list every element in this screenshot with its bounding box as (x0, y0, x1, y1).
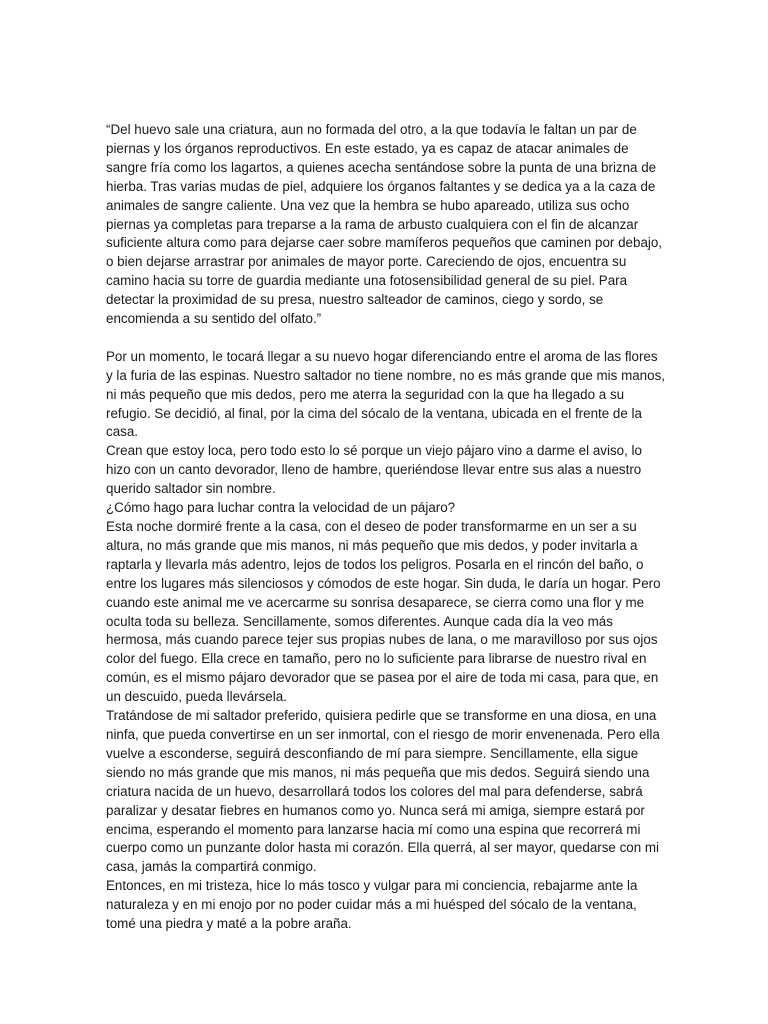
closing-paragraph: Entonces, en mi tristeza, hice lo más tosco y vulgar para mi conciencia, rebajarme ante la naturaleza y en mi enojo por no poder cuidar más a mi huésped del sócalo de la ventana, tomé una piedra y maté a la pobre araña. (106, 878, 638, 932)
document-body (106, 121, 666, 934)
paragraph: Por un momento, le tocará llegar a su nuevo hogar diferenciando entre el aroma de las flores y la furia de las espinas. Nuestro saltador no tiene nombre, no es más grande que mis manos, ni más pequeño que mis dedos, pero me aterra la seguridad con la que ha llegado a su refugio. Se decidió, al final, por la cima del sócalo de la ventana, ubicada en el frente de la casa. (106, 348, 665, 440)
question-paragraph: ¿Cómo hago para luchar contra la velocidad de un pájaro? (106, 500, 456, 516)
paragraph: Esta noche dormiré frente a la casa, con el deseo de poder transformarme en un ser a su altura, no más grande que mis manos, ni más pequeño que mis dedos, y poder invitarla a raptarla y llevarla más adentro, lejos de todos los peligros. Posarla en el rincón del baño, o entre los lugares más silenciosos y cómodos de este hogar. Sin duda, le daría un hogar. Pero cuando este animal me ve acercarme su sonrisa desaparece, se cierra como una flor y me oculta toda su belleza. Sencillamente, somos diferentes. Aunque cada día la veo más hermosa, más cuando parece tejer sus propias nubes de lana, o me maravilloso por sus ojos color del fuego. Ella crece en tamaño, pero no lo suficiente para librarse de nuestro rival en común, es el mismo pájaro devorador que se pasea por el aire de toda mi casa, para que, en un descuido, pueda llevársela. (106, 519, 661, 705)
paragraph: Crean que estoy loca, pero todo esto lo sé porque un viejo pájaro vino a darme el aviso, lo hizo con un canto devorador, lleno de hambre, queriéndose llevar entre sus alas a nuestro querido saltador sin nombre. (106, 443, 642, 497)
quote-paragraph: “Del huevo sale una criatura, aun no formada del otro, a la que todavía le faltan un par de piernas y los órganos reproductivos. En este estado, ya es capaz de atacar animales de sangre fría como los lagartos, a quienes acecha sentándose sobre la punta de una brizna de hierba. Tras varias mudas de piel, adquiere los órganos faltantes y se dedica ya a la caza de animales de sangre caliente. Una vez que la hembra se hubo apareado, utiliza sus ocho piernas ya completas para treparse a la rama de arbusto cualquiera con el fin de alcanzar suficiente altura como para dejarse caer sobre mamíferos pequeños que caminen por debajo, o bien dejarse arrastrar por animales de mayor porte. Careciendo de ojos, encuentra su camino hacia su torre de guardia mediante una fotosensibilidad general de su piel. Para detectar la proximidad de su presa, nuestro salteador de caminos, ciego y sordo, se encomienda a su sentido del olfato.” (106, 122, 663, 327)
paragraph: Tratándose de mi saltador preferido, quisiera pedirle que se transforme en una diosa, en una ninfa, que pueda convertirse en un ser inmortal, con el riesgo de morir envenenada. Pero ella vuelve a esconderse, seguirá desconfiando de mí para siempre. Sencillamente, ella sigue siendo no más grande que mis manos, ni más pequeña que mis dedos. Seguirá siendo una criatura nacida de un huevo, desarrollará todos los colores del mal para defenderse, sabrá paralizar y desatar fiebres en humanos como yo. Nunca será mi amiga, siempre estará por encima, esperando el momento para lanzarse hacia mí como una espina que recorrerá mi cuerpo como un punzante dolor hasta mi corazón. Ella querrá, al ser mayor, quedarse con mi casa, jamás la compartirá conmigo. (106, 708, 660, 875)
